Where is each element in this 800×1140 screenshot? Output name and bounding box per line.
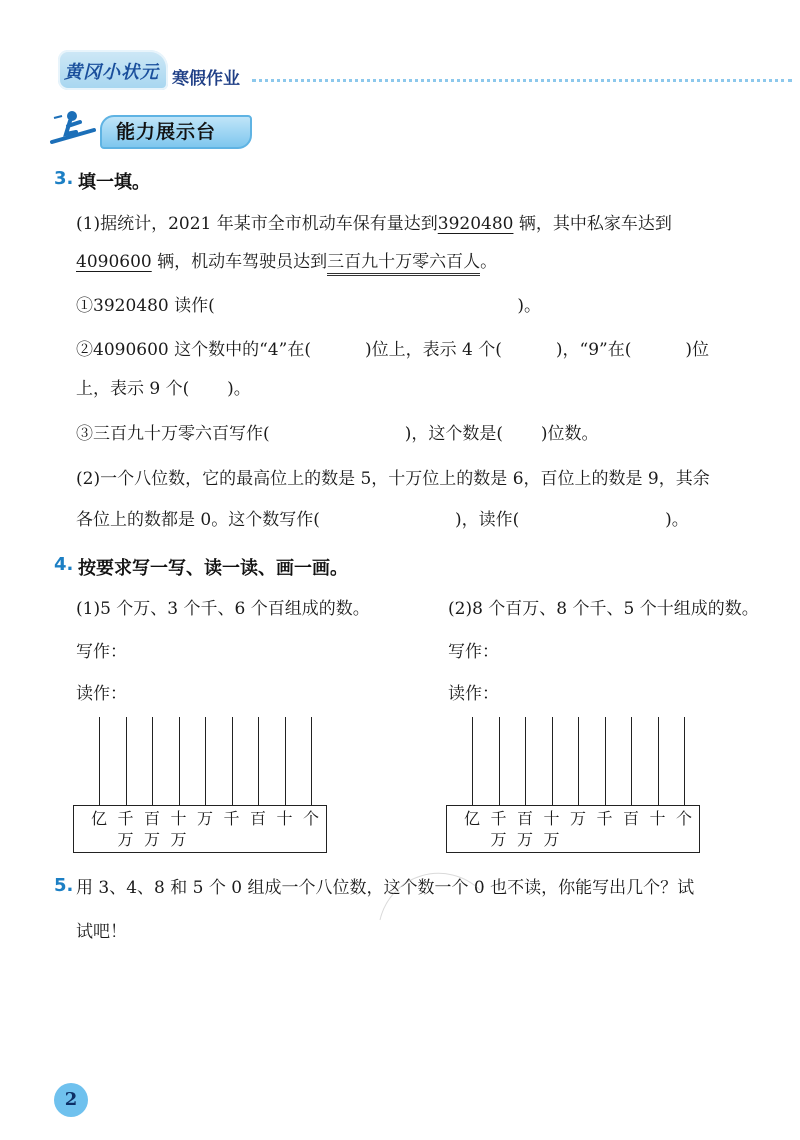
brand-logo-text: 黄冈小状元 (64, 62, 159, 83)
abacus-place-label: 十 (170, 809, 187, 828)
q4-right-read-label: 读作： (448, 684, 499, 704)
abacus-place-label: 十 (649, 809, 666, 828)
abacus-place-label-suffix: 万 (170, 830, 187, 849)
q3-sub2-line2: 上，表示 9 个( )。 (76, 379, 251, 399)
abacus-place-label: 亿 (463, 809, 480, 828)
abacus-place-label: 十 (543, 809, 560, 828)
abacus-place-label-suffix: 万 (143, 830, 160, 849)
q3-part1-text: (1)据统计，2021 年某市全市机动车保有量达到 (76, 214, 438, 234)
q4-right-prompt: (2)8 个百万、8 个千、5 个十组成的数。 (448, 599, 759, 619)
q3-part2-line2: 各位上的数都是 0。这个数写作( )，读作( )。 (76, 510, 689, 530)
abacus-rod (631, 717, 632, 807)
question-4-number: 4. (54, 554, 74, 575)
abacus-rod (499, 717, 500, 807)
abacus-place-label-suffix: 万 (117, 830, 134, 849)
abacus-place-label-suffix: 万 (490, 830, 507, 849)
abacus-place-label: 万 (569, 809, 586, 828)
abacus-place-label: 亿 (90, 809, 107, 828)
abacus-place-label: 百 (622, 809, 639, 828)
abacus-rod (179, 717, 180, 807)
q3-part1-text-c: 辆，机动车驾驶员达到 (151, 252, 328, 272)
abacus-place-label-suffix: 万 (516, 830, 533, 849)
skier-icon (48, 108, 100, 148)
question-3-title: 填一填。 (78, 172, 150, 193)
abacus-rod (684, 717, 685, 807)
q4-left-read-label: 读作： (76, 684, 127, 704)
watermark-stamp (360, 850, 500, 970)
q4-right-write-label: 写作： (448, 642, 499, 662)
q5-line1: 用 3、4、8 和 5 个 0 组成一个八位数，这个数一个 0 也不读，你能写出几个？试 (76, 878, 695, 898)
abacus-place-label: 百 (143, 809, 160, 828)
abacus-left (73, 717, 329, 857)
abacus-place-label: 个 (302, 809, 319, 828)
abacus-place-label: 千 (117, 809, 134, 828)
q3-part2-line1: (2)一个八位数，它的最高位上的数是 5，十万位上的数是 6，百位上的数是 9，其余 (76, 469, 710, 489)
abacus-rod (285, 717, 286, 807)
abacus-place-label: 百 (249, 809, 266, 828)
q3-part1-line1 (76, 212, 672, 236)
page-number: 2 (54, 1083, 88, 1117)
abacus-place-label: 千 (490, 809, 507, 828)
abacus-rod (605, 717, 606, 807)
abacus-place-label: 千 (596, 809, 613, 828)
abacus-place-label: 万 (196, 809, 213, 828)
abacus-place-label: 百 (516, 809, 533, 828)
q3-sub1: ①3920480 读作( )。 (76, 296, 541, 316)
q3-part1-line2 (76, 250, 497, 274)
abacus-rod (232, 717, 233, 807)
abacus-rod (152, 717, 153, 807)
question-5-number: 5. (54, 875, 74, 896)
q3-part1-text-b: 辆，其中私家车达到 (513, 214, 672, 234)
question-4-title: 按要求写一写、读一读、画一画。 (78, 558, 348, 579)
abacus-rod (658, 717, 659, 807)
abacus-rod (99, 717, 100, 807)
abacus-right (446, 717, 702, 857)
q3-double-underlined-text: 三百九十万零六百人 (327, 252, 480, 276)
header-subtitle: 寒假作业 (172, 69, 240, 89)
q3-underlined-number-a: 3920480 (437, 214, 514, 234)
abacus-rod (311, 717, 312, 807)
q3-underlined-number-b: 4090600 (76, 252, 152, 272)
q5-line2: 试吧！ (76, 922, 127, 942)
abacus-rod (126, 717, 127, 807)
abacus-rod (552, 717, 553, 807)
abacus-rod (578, 717, 579, 807)
header-dotted-rule (252, 79, 792, 82)
q3-sub2-line1: ②4090600 这个数中的“4”在( )位上，表示 4 个( )，“9”在( )位 (76, 340, 710, 360)
abacus-place-label: 十 (276, 809, 293, 828)
abacus-rod (472, 717, 473, 807)
abacus-place-label-suffix: 万 (543, 830, 560, 849)
abacus-rod (258, 717, 259, 807)
abacus-rod (525, 717, 526, 807)
q4-left-prompt: (1)5 个万、3 个千、6 个百组成的数。 (76, 599, 370, 619)
abacus-place-label: 个 (675, 809, 692, 828)
q4-left-write-label: 写作： (76, 642, 127, 662)
abacus-rod (205, 717, 206, 807)
page-header (0, 0, 800, 95)
q3-sub3: ③三百九十万零六百写作( )，这个数是( )位数。 (76, 424, 599, 444)
question-3-number: 3. (54, 168, 74, 189)
abacus-place-label: 千 (223, 809, 240, 828)
q3-part1-text-d: 。 (480, 252, 498, 272)
section-title: 能力展示台 (116, 121, 217, 143)
